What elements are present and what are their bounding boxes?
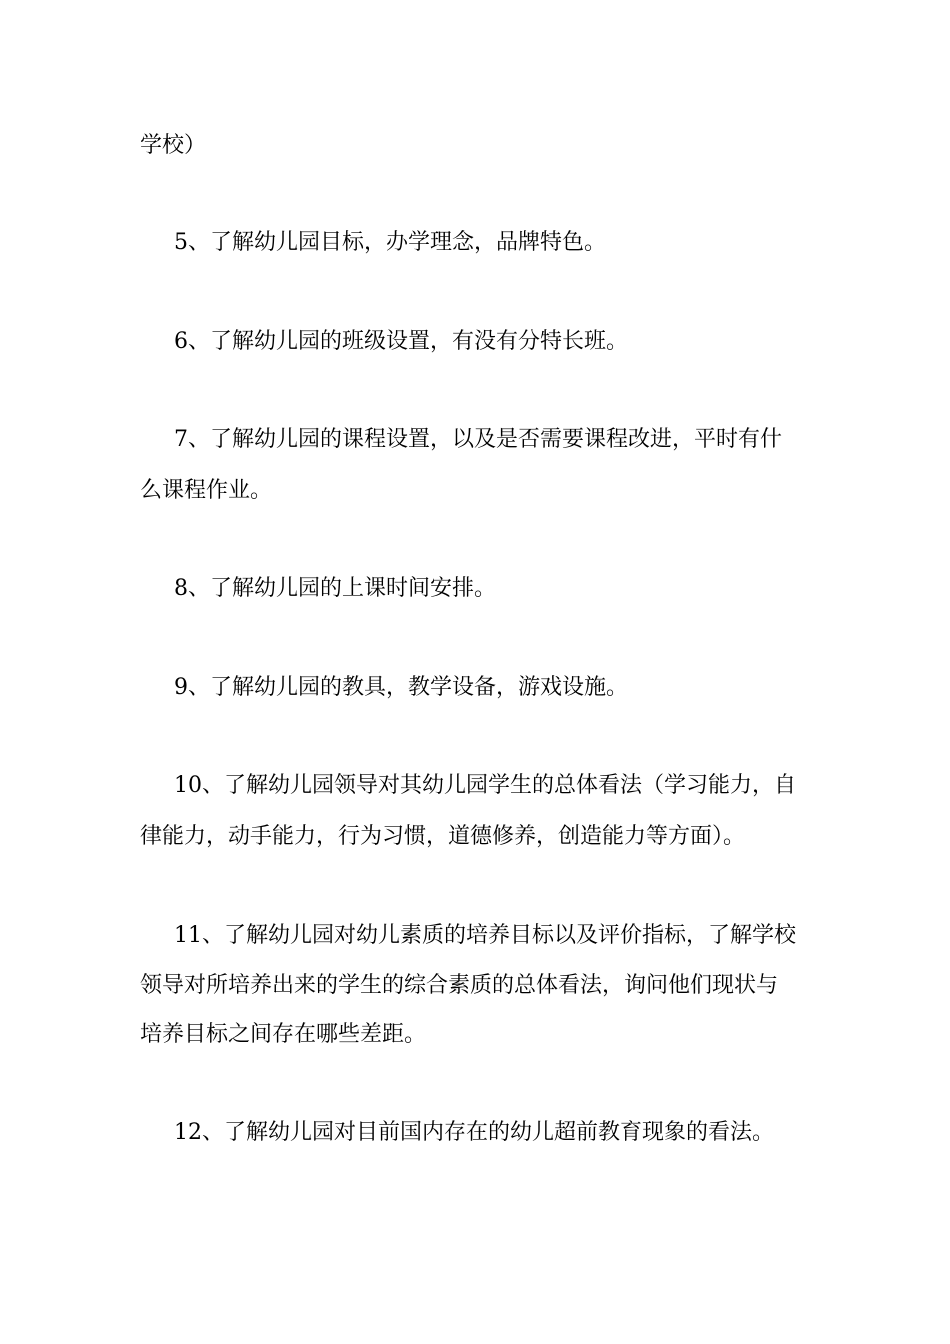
paragraph-item-5: 5、了解幼儿园目标，办学理念，品牌特色。 (174, 230, 606, 255)
paragraph-item-11-line-2: 领导对所培养出来的学生的综合素质的总体看法，询问他们现状与 (140, 973, 779, 998)
paragraph-item-12: 12、了解幼儿园对目前国内存在的幼儿超前教育现象的看法。 (174, 1120, 774, 1145)
paragraph-item-10-line-2: 律能力，动手能力，行为习惯，道德修养，创造能力等方面）。 (140, 824, 746, 849)
paragraph-item-7-line-1: 7、了解幼儿园的课程设置，以及是否需要课程改进，平时有什 (174, 427, 782, 452)
paragraph-item-7-line-2: 么课程作业。 (140, 478, 273, 503)
paragraph-item-10-line-1: 10、了解幼儿园领导对其幼儿园学生的总体看法（学习能力，自 (174, 773, 796, 798)
paragraph-item-9: 9、了解幼儿园的教具，教学设备，游戏设施。 (174, 675, 628, 700)
paragraph-item-8: 8、了解幼儿园的上课时间安排。 (174, 576, 496, 601)
paragraph-line-continuation: 学校） (140, 133, 207, 158)
paragraph-item-11-line-3: 培养目标之间存在哪些差距。 (140, 1022, 427, 1047)
paragraph-item-6: 6、了解幼儿园的班级设置，有没有分特长班。 (174, 329, 628, 354)
paragraph-item-11-line-1: 11、了解幼儿园对幼儿素质的培养目标以及评价指标，了解学校 (174, 923, 796, 948)
